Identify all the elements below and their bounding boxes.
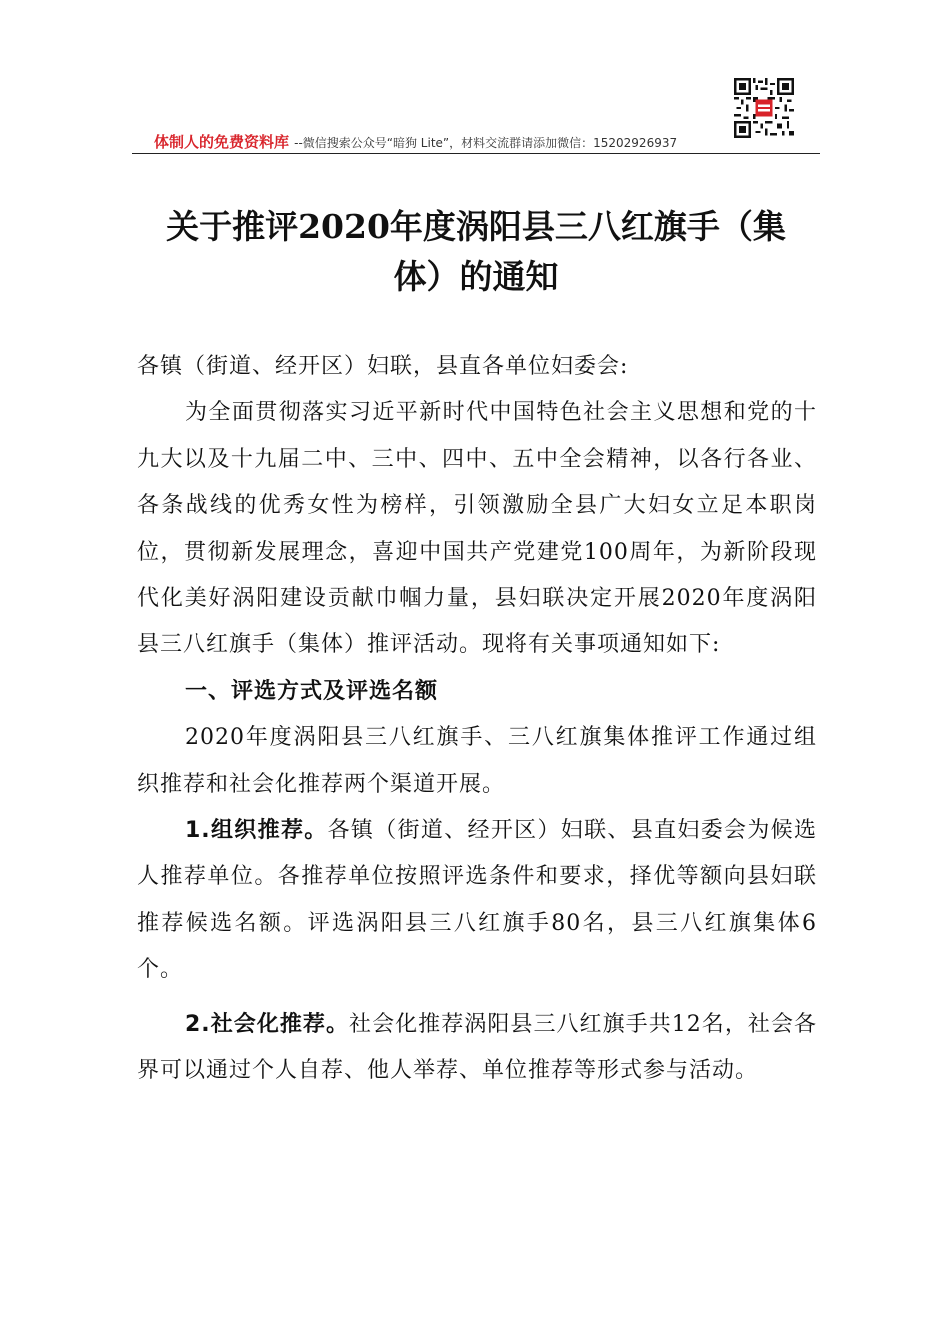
salutation: 各镇（街道、经开区）妇联，县直各单位妇委会: <box>137 354 629 379</box>
section-1-heading: 一、评选方式及评选名额 <box>185 678 439 704</box>
item-2-text: 社会化推荐涡阳县三八红旗手共12名，社会各界可以通过个人自荐、他人举荐、单位推荐等形式参与活动。 <box>137 1011 817 1084</box>
title-line-1: 关于推评2020年度涡阳县三八红旗手（集 <box>166 207 786 246</box>
item-1-label: 1.组织推荐。 <box>185 818 328 844</box>
item-1-paragraph <box>137 808 817 994</box>
document-body <box>137 344 817 1095</box>
title-line-2: 体）的通知 <box>393 257 559 296</box>
document-title <box>132 202 820 302</box>
item-2-paragraph <box>137 1002 817 1095</box>
header-text <box>154 131 677 152</box>
item-1-text: 各镇（街道、经开区）妇联、县直妇委会为候选人推荐单位。各推荐单位按照评选条件和要求，择优等额向县妇联推荐候选名额。评选涡阳县三八红旗手80名，县三八红旗集体6个。 <box>137 818 817 983</box>
qr-code-icon[interactable] <box>734 78 794 138</box>
header-brand: 体制人的免费资料库 <box>154 133 290 151</box>
item-2-label: 2.社会化推荐。 <box>185 1011 350 1037</box>
intro-paragraph: 为全面贯彻落实习近平新时代中国特色社会主义思想和党的十九大以及十九届二中、三中、四中、五中全会精神，以各行各业、各条战线的优秀女性为榜样，引领激励全县广大妇女立足本职岗位，贯彻新发展理念，喜迎中国共产党建党100周年，为新阶段现代化美好涡阳建设贡献巾帼力量，县妇联决定开展2020年度涡阳县三八红旗手（集体）推评活动。现将有关事项通知如下: <box>137 400 817 658</box>
header-slogan: --微信搜索公众号“暗狗 Lite”，材料交流群请添加微信：15202926937 <box>294 136 678 150</box>
section-1-paragraph: 2020年度涡阳县三八红旗手、三八红旗集体推评工作通过组织推荐和社会化推荐两个渠道开展。 <box>137 725 817 797</box>
header-divider <box>132 153 820 154</box>
page-header <box>132 70 820 154</box>
